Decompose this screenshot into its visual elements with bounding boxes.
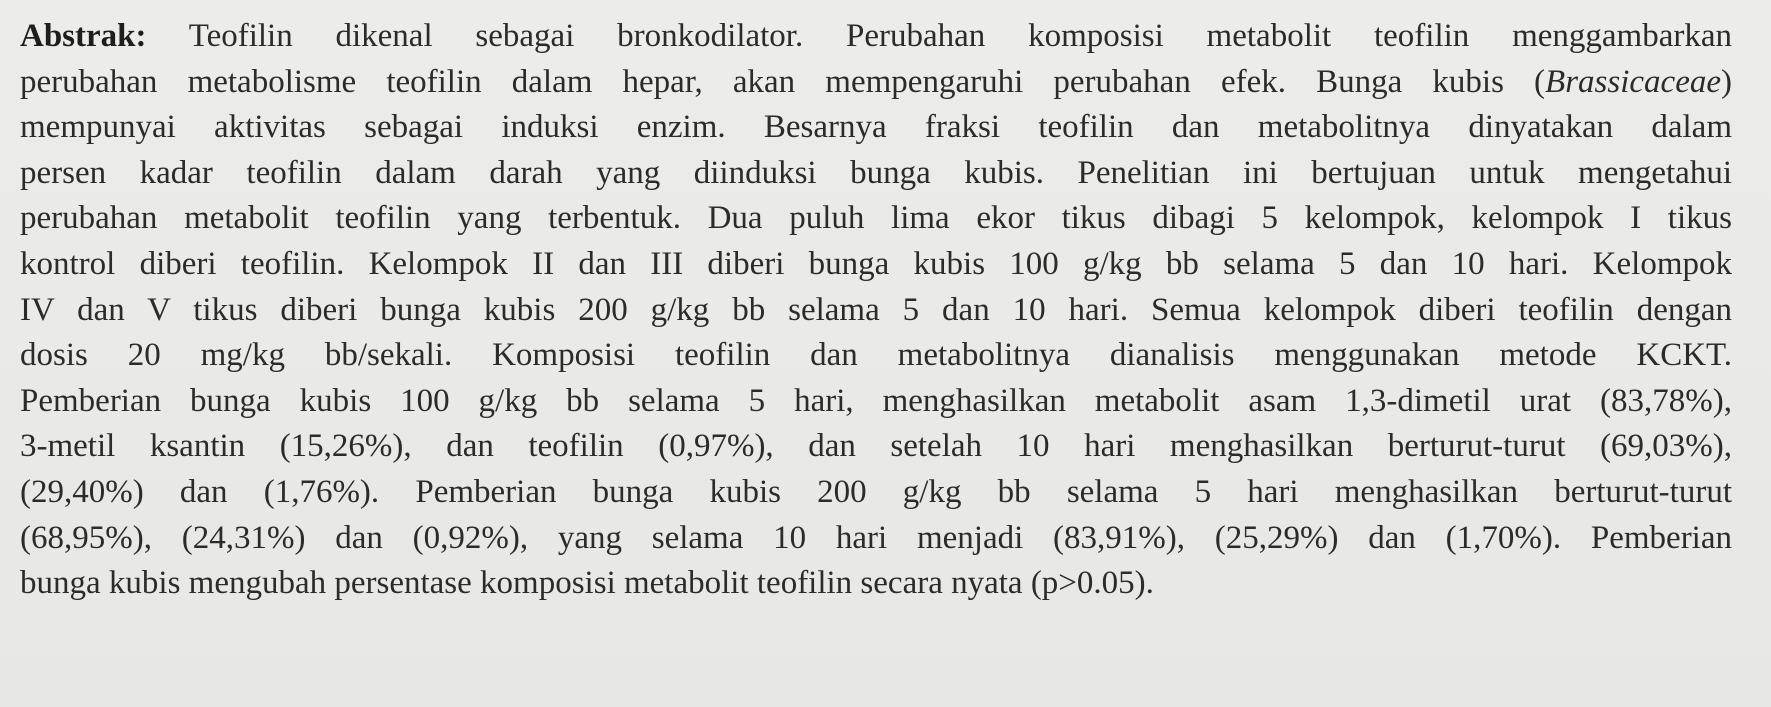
abstract-line-5: perubahan metabolit teofilin yang terbentuk. Dua puluh lima ekor tikus dibagi 5 kelompok, kelompok I tikus [20,200,1732,237]
italic-term-brassicaceae: Brassicaceae [1545,63,1721,100]
abstract-line-8: dosis 20 mg/kg bb/sekali. Komposisi teofilin dan metabolitnya dianalisis menggunakan metode KCKT. [20,337,1732,374]
abstract-paragraph [20,14,1732,607]
abstract-line-1 [20,14,1732,60]
abstract-line-12: (68,95%), (24,31%) dan (0,92%), yang selama 10 hari menjadi (83,91%), (25,29%) dan (1,70%). Pemberian [20,519,1732,556]
abstract-line-4: persen kadar teofilin dalam darah yang diinduksi bunga kubis. Penelitian ini bertujuan untuk mengetahui [20,154,1732,191]
abstract-line-9: Pemberian bunga kubis 100 g/kg bb selama 5 hari, menghasilkan metabolit asam 1,3-dimetil urat (83,78%), [20,382,1732,419]
abstract-line-2-close: ) [1721,63,1732,100]
abstract-line-11: (29,40%) dan (1,76%). Pemberian bunga kubis 200 g/kg bb selama 5 hari menghasilkan berturut-turut [20,473,1732,510]
abstract-line-13: bunga kubis mengubah persentase komposisi metabolit teofilin secara nyata (p>0.05). [20,565,1154,602]
abstract-line-10: 3-metil ksantin (15,26%), dan teofilin (0,97%), dan setelah 10 hari menghasilkan berturut-turut (69,03%), [20,428,1732,465]
abstract-line-7: IV dan V tikus diberi bunga kubis 200 g/kg bb selama 5 dan 10 hari. Semua kelompok diberi teofilin dengan [20,291,1732,328]
abstract-line-3: mempunyai aktivitas sebagai induksi enzim. Besarnya fraksi teofilin dan metabolitnya dinyatakan dalam [20,109,1732,146]
abstract-line-2 [20,60,1732,106]
abstract-label: Abstrak: [20,18,147,54]
abstract-line-2-text: perubahan metabolisme teofilin dalam hepar, akan mempengaruhi perubahan efek. Bunga kubis ( [20,63,1546,100]
abstract-line-1-text: Teofilin dikenal sebagai bronkodilator. Perubahan komposisi metabolit teofilin menggambarkan [146,18,1732,54]
abstract-line-6: kontrol diberi teofilin. Kelompok II dan III diberi bunga kubis 100 g/kg bb selama 5 dan 10 hari. Kelompok [20,245,1732,282]
